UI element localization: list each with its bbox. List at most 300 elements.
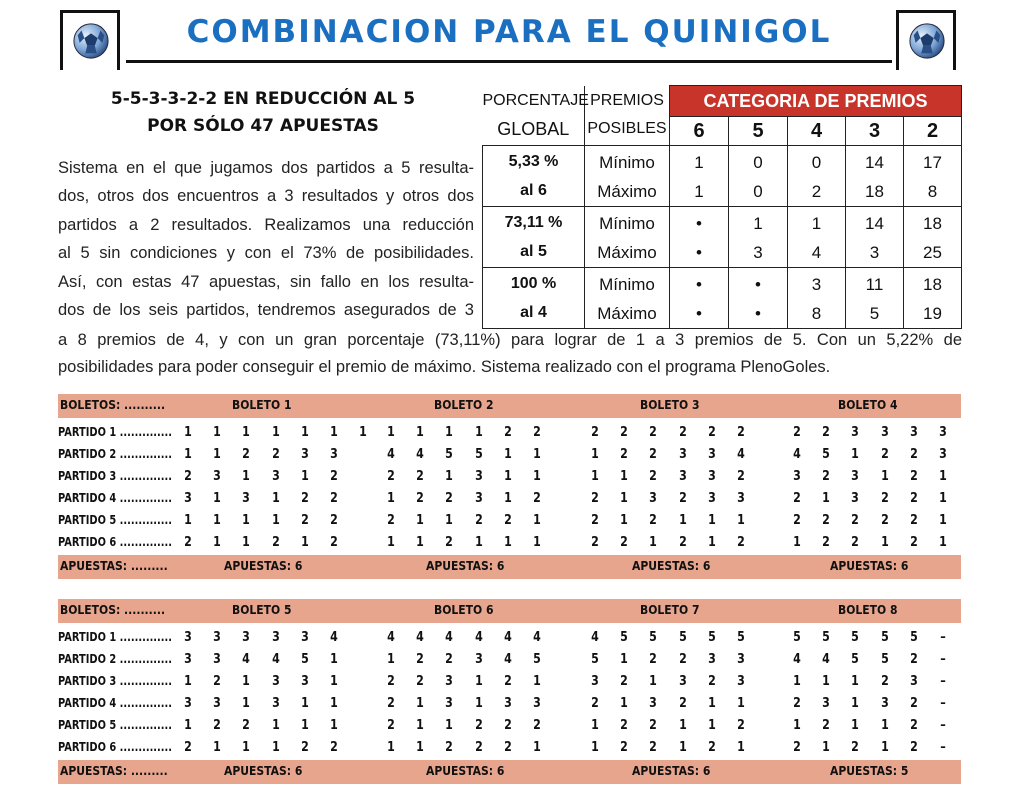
boleto-cell: 1 bbox=[503, 469, 512, 484]
boleto-cell: – bbox=[940, 718, 946, 733]
boleto-cell: 2 bbox=[213, 718, 222, 733]
prize-value: 3 bbox=[846, 238, 904, 268]
boleto-name: BOLETO 1 bbox=[232, 398, 292, 412]
row-label: Máximo bbox=[585, 299, 670, 329]
boleto-cell: 1 bbox=[649, 674, 658, 689]
boleto-cell: 1 bbox=[271, 513, 280, 528]
soccer-ball-icon bbox=[908, 21, 946, 61]
boleto-cell: 2 bbox=[649, 447, 658, 462]
boleto-cell: 5 bbox=[300, 652, 309, 667]
apuestas-count: APUESTAS: 6 bbox=[224, 559, 303, 573]
boleto-cell: 5 bbox=[737, 630, 745, 645]
boleto-cell: 1 bbox=[474, 674, 483, 689]
prize-value: • bbox=[729, 268, 788, 300]
boleto-cell: 4 bbox=[822, 652, 831, 667]
boleto-cell: – bbox=[940, 630, 946, 645]
boleto-cell: 3 bbox=[213, 630, 222, 645]
prize-value: 4 bbox=[788, 238, 846, 268]
boleto-cell: 2 bbox=[591, 696, 599, 711]
partido-label: PARTIDO 1 .............. bbox=[58, 630, 173, 644]
boleto-cell: 2 bbox=[416, 469, 425, 484]
boleto-cell: 1 bbox=[880, 740, 889, 755]
boleto-cell: 1 bbox=[330, 696, 338, 711]
partido-label: PARTIDO 1 .............. bbox=[58, 425, 173, 439]
boleto-cell: 3 bbox=[445, 674, 454, 689]
partido-label: PARTIDO 4 .............. bbox=[58, 696, 173, 710]
boleto-cell: 1 bbox=[939, 469, 947, 484]
boleto-cell: 2 bbox=[737, 718, 745, 733]
header-porcentaje-line-1: PORCENTAJE bbox=[482, 92, 589, 110]
pct-value: 73,11 % bbox=[504, 214, 563, 231]
boleto-cell: 2 bbox=[909, 535, 918, 550]
boleto-cell: 4 bbox=[387, 447, 395, 462]
boleto-cell: 1 bbox=[330, 425, 338, 440]
boleto-cell: 3 bbox=[822, 696, 831, 711]
boleto-cell: 2 bbox=[533, 425, 541, 440]
boleto-cell: 4 bbox=[591, 630, 599, 645]
boleto-cell: 2 bbox=[620, 674, 629, 689]
boleto-cell: 3 bbox=[909, 674, 918, 689]
boleto-cell: 1 bbox=[184, 425, 192, 440]
boleto-cell: 1 bbox=[242, 513, 251, 528]
boleto-cell: 2 bbox=[330, 469, 338, 484]
boleto-cell: 2 bbox=[707, 674, 716, 689]
description-line: a 8 premios de 4, y con un gran porcentaje (73,11%) para lograr de 1 a 3 premios de 5. Con un 5,22% de bbox=[58, 331, 962, 349]
boleto-cell: 2 bbox=[184, 740, 192, 755]
boleto-cell: 2 bbox=[474, 718, 483, 733]
boleto-cell: 2 bbox=[620, 535, 629, 550]
boleto-cell: 1 bbox=[678, 740, 687, 755]
description-continued bbox=[58, 327, 962, 381]
boleto-cell: 4 bbox=[416, 447, 425, 462]
boleto-cell: 3 bbox=[184, 630, 192, 645]
boleto-cell: 3 bbox=[271, 469, 280, 484]
boleto-cell: 1 bbox=[330, 674, 338, 689]
boleto-cell: 1 bbox=[649, 535, 658, 550]
boleto-cell: 2 bbox=[880, 491, 889, 506]
boleto-cell: 1 bbox=[213, 535, 222, 550]
boleto-cell: 2 bbox=[793, 425, 801, 440]
boleto-cell: 1 bbox=[851, 718, 860, 733]
boleto-cell: 1 bbox=[387, 425, 395, 440]
boleto-cell: 1 bbox=[939, 535, 947, 550]
row-label: Mínimo bbox=[585, 146, 670, 178]
boleto-cell: 1 bbox=[793, 674, 801, 689]
boleto-cell: 1 bbox=[533, 740, 541, 755]
boleto-cell: 5 bbox=[591, 652, 599, 667]
boleto-cell: 1 bbox=[533, 513, 541, 528]
partido-label: PARTIDO 5 .............. bbox=[58, 718, 173, 732]
prize-value: 17 bbox=[904, 146, 962, 178]
boleto-cell: 2 bbox=[737, 425, 745, 440]
prize-value: 8 bbox=[788, 299, 846, 329]
apuestas-count: APUESTAS: 6 bbox=[830, 559, 909, 573]
boleto-cell: 1 bbox=[271, 718, 280, 733]
boleto-cell: 2 bbox=[503, 740, 512, 755]
boleto-cell: 4 bbox=[445, 630, 454, 645]
boleto-cell: 2 bbox=[330, 535, 338, 550]
boleto-cell: 1 bbox=[387, 491, 395, 506]
description-line: dos de los seis partidos, tendremos asegurados de 3 bbox=[58, 301, 474, 320]
prize-value: 25 bbox=[904, 238, 962, 268]
boleto-cell: 1 bbox=[445, 718, 454, 733]
boleto-cell: 3 bbox=[591, 674, 599, 689]
pct-group-2 bbox=[483, 268, 585, 329]
apuestas-label: APUESTAS: ......... bbox=[60, 764, 168, 778]
boleto-cell: 1 bbox=[591, 447, 599, 462]
apuestas-count: APUESTAS: 6 bbox=[632, 559, 711, 573]
boleto-cell: 1 bbox=[474, 425, 483, 440]
boleto-cell: 2 bbox=[387, 674, 395, 689]
boleto-cell: 1 bbox=[880, 535, 889, 550]
boleto-cell: 1 bbox=[213, 491, 222, 506]
pct-level: al 5 bbox=[520, 243, 547, 260]
boleto-cell: 1 bbox=[880, 718, 889, 733]
boleto-cell: 1 bbox=[533, 535, 541, 550]
boleto-cell: 5 bbox=[474, 447, 483, 462]
boleto-cell: 1 bbox=[707, 535, 716, 550]
boleto-cell: 3 bbox=[474, 652, 483, 667]
boleto-cell: 2 bbox=[880, 513, 889, 528]
boleto-cell: 2 bbox=[822, 718, 831, 733]
boleto-cell: 3 bbox=[707, 447, 716, 462]
boleto-name: BOLETO 6 bbox=[434, 603, 494, 617]
boleto-cell: 1 bbox=[620, 696, 629, 711]
boleto-cell: 3 bbox=[271, 630, 280, 645]
pct-group-0 bbox=[483, 146, 585, 207]
boleto-cell: 1 bbox=[591, 469, 599, 484]
boleto-cell: 3 bbox=[880, 696, 889, 711]
boleto-cell: 2 bbox=[330, 740, 338, 755]
page-title: COMBINACION PARA EL QUINIGOL bbox=[186, 14, 832, 50]
prize-value: 18 bbox=[904, 207, 962, 239]
boletos-header-band bbox=[58, 599, 961, 623]
boleto-cell: 3 bbox=[271, 696, 280, 711]
prize-value: 14 bbox=[846, 207, 904, 239]
boleto-cell: 2 bbox=[184, 535, 192, 550]
boleto-cell: 4 bbox=[793, 447, 801, 462]
prize-value: 19 bbox=[904, 299, 962, 329]
boleto-cell: 2 bbox=[909, 491, 918, 506]
partido-label: PARTIDO 5 .............. bbox=[58, 513, 173, 527]
boleto-cell: 2 bbox=[503, 425, 512, 440]
soccer-ball-icon bbox=[72, 21, 110, 61]
pct-level: al 4 bbox=[520, 304, 547, 321]
prize-value: 8 bbox=[904, 177, 962, 207]
boleto-cell: 1 bbox=[445, 469, 454, 484]
boleto-cell: 5 bbox=[445, 447, 454, 462]
boleto-cell: 5 bbox=[620, 630, 629, 645]
boleto-cell: 2 bbox=[330, 513, 338, 528]
boleto-cell: 2 bbox=[909, 740, 918, 755]
boleto-cell: 1 bbox=[591, 740, 599, 755]
boleto-cell: 1 bbox=[359, 425, 368, 440]
boleto-cell: 4 bbox=[737, 447, 745, 462]
description-line: Sistema en el que jugamos dos partidos a 5 resulta- bbox=[58, 159, 474, 177]
description-column bbox=[58, 154, 474, 324]
row-label: Mínimo bbox=[585, 207, 670, 239]
apuestas-count: APUESTAS: 5 bbox=[830, 764, 909, 778]
boleto-cell: 2 bbox=[271, 447, 280, 462]
prize-value: 1 bbox=[670, 146, 729, 178]
boleto-cell: 2 bbox=[416, 491, 425, 506]
boleto-cell: 2 bbox=[445, 740, 454, 755]
boleto-cell: 3 bbox=[909, 425, 918, 440]
boleto-cell: 3 bbox=[939, 447, 947, 462]
boleto-cell: 1 bbox=[533, 447, 541, 462]
boleto-cell: 1 bbox=[300, 696, 309, 711]
boleto-cell: 3 bbox=[737, 674, 745, 689]
boleto-cell: 2 bbox=[300, 513, 309, 528]
boleto-cell: 1 bbox=[533, 674, 541, 689]
boleto-cell: 1 bbox=[880, 469, 889, 484]
boleto-cell: 2 bbox=[822, 469, 831, 484]
boleto-cell: 1 bbox=[445, 425, 454, 440]
header-premios-line-2: POSIBLES bbox=[587, 120, 667, 138]
subtitle-line-2: POR SÓLO 47 APUESTAS bbox=[147, 116, 379, 136]
boleto-cell: 3 bbox=[242, 491, 251, 506]
boleto-cell: 1 bbox=[620, 513, 629, 528]
boleto-cell: 2 bbox=[387, 696, 395, 711]
boleto-cell: 4 bbox=[533, 630, 541, 645]
boleto-cell: – bbox=[940, 652, 946, 667]
boleto-cell: 1 bbox=[503, 491, 512, 506]
boleto-cell: 2 bbox=[242, 718, 251, 733]
boleto-cell: 2 bbox=[416, 674, 425, 689]
boletos-label: BOLETOS: .......... bbox=[60, 398, 166, 412]
boleto-cell: 1 bbox=[793, 718, 801, 733]
boleto-cell: 3 bbox=[851, 469, 860, 484]
boleto-cell: 3 bbox=[939, 425, 947, 440]
row-label: Mínimo bbox=[585, 268, 670, 300]
boleto-cell: 5 bbox=[793, 630, 801, 645]
pct-value: 5,33 % bbox=[508, 153, 559, 170]
boleto-cell: 3 bbox=[707, 491, 716, 506]
boleto-cell: 2 bbox=[591, 425, 599, 440]
boleto-cell: 1 bbox=[184, 718, 192, 733]
category-5: 5 bbox=[729, 117, 788, 146]
boleto-cell: 3 bbox=[851, 425, 860, 440]
boleto-cell: 1 bbox=[591, 718, 599, 733]
boleto-cell: 3 bbox=[737, 652, 745, 667]
boleto-cell: 5 bbox=[851, 652, 860, 667]
boleto-cell: 3 bbox=[213, 469, 222, 484]
boleto-cell: 1 bbox=[678, 718, 687, 733]
boleto-cell: 2 bbox=[300, 740, 309, 755]
boleto-cell: 2 bbox=[909, 718, 918, 733]
boleto-name: BOLETO 2 bbox=[434, 398, 494, 412]
boleto-cell: 2 bbox=[300, 491, 309, 506]
boleto-cell: 2 bbox=[271, 535, 280, 550]
boleto-cell: 2 bbox=[851, 740, 860, 755]
prize-value: 1 bbox=[729, 207, 788, 239]
boleto-cell: 3 bbox=[737, 491, 745, 506]
boleto-cell: 2 bbox=[909, 447, 918, 462]
boleto-cell: 1 bbox=[793, 535, 801, 550]
boleto-cell: 2 bbox=[620, 718, 629, 733]
apuestas-count: APUESTAS: 6 bbox=[426, 764, 505, 778]
partido-label: PARTIDO 3 .............. bbox=[58, 674, 173, 688]
boleto-cell: 2 bbox=[474, 740, 483, 755]
boleto-name: BOLETO 4 bbox=[838, 398, 898, 412]
system-subtitle bbox=[60, 86, 466, 140]
boleto-cell: 2 bbox=[591, 513, 599, 528]
boleto-cell: 2 bbox=[503, 513, 512, 528]
boleto-cell: 2 bbox=[445, 535, 454, 550]
boleto-cell: 1 bbox=[416, 425, 425, 440]
boleto-cell: 2 bbox=[387, 469, 395, 484]
boleto-cell: 3 bbox=[330, 447, 338, 462]
partido-label: PARTIDO 4 .............. bbox=[58, 491, 173, 505]
boleto-cell: 3 bbox=[678, 469, 687, 484]
boleto-cell: 2 bbox=[822, 535, 831, 550]
boleto-cell: 2 bbox=[387, 718, 395, 733]
boleto-cell: 3 bbox=[880, 425, 889, 440]
boleto-cell: 2 bbox=[822, 513, 831, 528]
boleto-cell: 2 bbox=[909, 469, 918, 484]
boleto-cell: 2 bbox=[909, 513, 918, 528]
partido-label: PARTIDO 6 .............. bbox=[58, 535, 173, 549]
boleto-cell: 2 bbox=[649, 425, 658, 440]
boleto-cell: 3 bbox=[271, 674, 280, 689]
boleto-cell: 1 bbox=[213, 513, 222, 528]
boleto-cell: 1 bbox=[416, 718, 425, 733]
boleto-cell: 1 bbox=[707, 696, 716, 711]
boleto-cell: 1 bbox=[416, 696, 425, 711]
boleto-cell: 4 bbox=[503, 652, 512, 667]
boleto-cell: 1 bbox=[242, 535, 251, 550]
boleto-cell: 1 bbox=[271, 740, 280, 755]
boleto-cell: 1 bbox=[707, 718, 716, 733]
prize-value: 0 bbox=[788, 146, 846, 178]
pct-level: al 6 bbox=[520, 182, 547, 199]
boleto-cell: 1 bbox=[184, 513, 192, 528]
boleto-cell: 4 bbox=[242, 652, 251, 667]
boleto-cell: 2 bbox=[793, 513, 801, 528]
boleto-cell: 1 bbox=[474, 535, 483, 550]
boleto-cell: 2 bbox=[851, 535, 860, 550]
boleto-cell: 3 bbox=[300, 447, 309, 462]
boleto-cell: 2 bbox=[533, 491, 541, 506]
boleto-cell: 2 bbox=[880, 447, 889, 462]
apuestas-band bbox=[58, 555, 961, 579]
boleto-cell: 3 bbox=[649, 491, 658, 506]
boleto-cell: 2 bbox=[822, 425, 831, 440]
title-underline bbox=[126, 60, 892, 63]
partido-label: PARTIDO 6 .............. bbox=[58, 740, 173, 754]
boleto-cell: 3 bbox=[707, 652, 716, 667]
boleto-cell: 1 bbox=[213, 740, 222, 755]
boleto-cell: 2 bbox=[445, 652, 454, 667]
boleto-cell: 3 bbox=[707, 469, 716, 484]
boleto-cell: 5 bbox=[822, 447, 831, 462]
boleto-cell: 1 bbox=[620, 652, 629, 667]
boleto-cell: 4 bbox=[271, 652, 280, 667]
boleto-cell: 5 bbox=[880, 630, 889, 645]
apuestas-label: APUESTAS: ......... bbox=[60, 559, 168, 573]
boleto-cell: 1 bbox=[242, 425, 251, 440]
boleto-cell: 2 bbox=[737, 535, 745, 550]
boleto-cell: 5 bbox=[649, 630, 658, 645]
boleto-cell: 2 bbox=[620, 447, 629, 462]
boleto-cell: 1 bbox=[822, 740, 831, 755]
boleto-cell: 2 bbox=[620, 740, 629, 755]
boleto-cell: 1 bbox=[503, 535, 512, 550]
boleto-cell: 3 bbox=[793, 469, 801, 484]
boleto-cell: 1 bbox=[213, 447, 222, 462]
boleto-cell: 2 bbox=[678, 425, 687, 440]
boleto-cell: 3 bbox=[445, 696, 454, 711]
boleto-cell: 2 bbox=[387, 513, 395, 528]
boleto-cell: 1 bbox=[474, 696, 483, 711]
boleto-cell: 3 bbox=[213, 652, 222, 667]
prize-value: • bbox=[670, 207, 729, 239]
boleto-cell: 1 bbox=[330, 718, 338, 733]
boleto-cell: 3 bbox=[242, 630, 251, 645]
boleto-cell: 2 bbox=[880, 674, 889, 689]
boleto-cell: 4 bbox=[793, 652, 801, 667]
boleto-cell: 1 bbox=[300, 425, 309, 440]
boleto-cell: 2 bbox=[707, 425, 716, 440]
description-line: dos, otros dos encuentros a 3 resultados y otros dos bbox=[58, 187, 474, 206]
boleto-cell: 1 bbox=[620, 469, 629, 484]
boleto-cell: 1 bbox=[851, 674, 860, 689]
boleto-cell: 1 bbox=[300, 718, 309, 733]
category-6: 6 bbox=[670, 117, 729, 146]
boleto-cell: 1 bbox=[300, 469, 309, 484]
boleto-name: BOLETO 8 bbox=[838, 603, 898, 617]
boleto-cell: 1 bbox=[213, 425, 222, 440]
boleto-cell: 5 bbox=[880, 652, 889, 667]
boleto-cell: 2 bbox=[678, 652, 687, 667]
pct-value: 100 % bbox=[510, 275, 557, 292]
prize-value: 0 bbox=[729, 177, 788, 207]
boleto-cell: 3 bbox=[474, 491, 483, 506]
boleto-cell: 2 bbox=[793, 696, 801, 711]
boleto-cell: 3 bbox=[300, 674, 309, 689]
boleto-cell: 5 bbox=[822, 630, 831, 645]
boleto-cell: 3 bbox=[503, 696, 512, 711]
category-3: 3 bbox=[846, 117, 904, 146]
subtitle-line-1: 5-5-3-3-2-2 EN REDUCCIÓN AL 5 bbox=[110, 89, 416, 109]
boleto-cell: 3 bbox=[678, 447, 687, 462]
pct-group-1 bbox=[483, 207, 585, 268]
boleto-cell: 1 bbox=[416, 740, 425, 755]
boleto-cell: 1 bbox=[242, 469, 251, 484]
boleto-cell: 1 bbox=[822, 491, 831, 506]
prize-value: • bbox=[729, 299, 788, 329]
category-4: 4 bbox=[788, 117, 846, 146]
boleto-cell: 4 bbox=[474, 630, 483, 645]
boleto-cell: 2 bbox=[620, 425, 629, 440]
boleto-cell: 1 bbox=[533, 469, 541, 484]
boleto-cell: 5 bbox=[678, 630, 687, 645]
boleto-cell: 1 bbox=[737, 513, 745, 528]
boleto-name: BOLETO 5 bbox=[232, 603, 292, 617]
boleto-cell: 4 bbox=[503, 630, 512, 645]
row-label: Máximo bbox=[585, 238, 670, 268]
apuestas-band bbox=[58, 760, 961, 784]
header-premios-line-1: PREMIOS bbox=[590, 92, 664, 110]
prize-value: 14 bbox=[846, 146, 904, 178]
prize-value: • bbox=[670, 238, 729, 268]
boleto-cell: 2 bbox=[242, 447, 251, 462]
boleto-cell: 1 bbox=[416, 513, 425, 528]
prize-value: 1 bbox=[788, 207, 846, 239]
boleto-cell: 1 bbox=[416, 535, 425, 550]
boleto-cell: 2 bbox=[678, 696, 687, 711]
apuestas-count: APUESTAS: 6 bbox=[632, 764, 711, 778]
